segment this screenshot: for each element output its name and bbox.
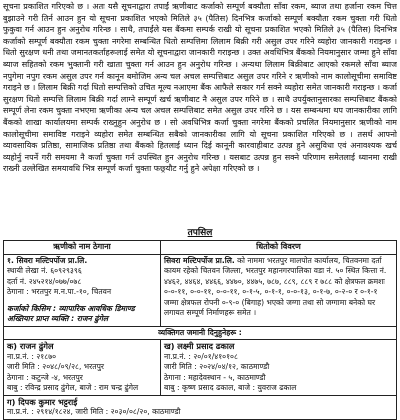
guarantor-k-family: बाबु : रविन्द्र प्रसाद ढुंगेल, बाजे : राम चन्द्र ढुंगेल [7, 383, 139, 392]
notice-paragraph: सूचना प्रकाशित गरिएको छ । अतः यसै सूचनाद्वारा तपाईं ऋणीबाट कर्जाको सम्पूर्ण बक्यौता साँवा रकम, ब्याज तथा हर्जाना रकम चित्त बुझाउने गरी तिर्न आउन हुन यो सूचना प्रकाशित भएको मितिले ३५ (पैतिस) दिनभित्र कर्जाको सम्पूर्ण बक्यौता रकम चुक्ता गरी धितो फुकुवा गर्न आउन हुन अनुरोध गरिन्छ । साथै, तपाईंले यस बैंकमा सम्पर्क राखी यो सूचना प्रकाशित भएको मितिले ३५ (पैतिस) दिनभित्र कर्जाको सम्पूर्ण बक्यौता रकम चुक्ता नगरेमा सम्बन्धित धितो सम्पत्तिमा लिलाम बिक्री गरी असुल उपर गरिने व्यहोरा जानकारी गराइन्छ । धितो सुरक्षण धनी तथा जमानतकर्ताहरूलाई समेत यो सूचनाद्वारा जानकारी गराइन्छ । उक्त अवधिभित्र बैंकको नियमानुसार जम्मा हुने साँवा ब्याज सहितको रकम भुक्तानी गरी खाता चुक्ता गर्न आउन हुन अनुरोध गरिन्छ । अन्यथा लिलाम बिक्रीबाट आएको रकमले साँवा ब्याज नपुगेमा नपुग रकम असुल उपर गर्न कानून बमोजिम अन्य चल अचल सम्पत्तिबाट असुल उपर गरिने र ऋणीको नाम कालोसूचीमा समाविष्ट गराइने छ । लिलाम बिक्री गर्दा धितो सम्पत्तिको उचित मूल्य नआएमा बैंक आफैले सकार गर्न सक्ने व्यहोरा समेत जानकारी गराइन्छ । कर्जा सुरक्षण धितो सम्पत्ति लिलाम बिक्री गर्दा लाग्ने सम्पूर्ण खर्च ऋणीबाट नै असुल उपर गरिने छ । साथै उपर्युक्तानुसारका सम्पत्तिबाट बैंकको सम्पूर्ण लेना रकम चुक्ता नभएमा ऋणीका अन्य चल अचल सम्पत्तिबाट समेत असुल उपर गरिने छ । यस सम्बन्धमा थप जानकारीका लागि बैंकको शाखा कार्यालयमा सम्पर्क राख्नुहुन अनुरोध छ । सो अवधिभित्र कर्जा चुक्ता नगरेमा बैंकको प्रचलित नियमानुसार ऋणीको नाम कालोसूचीमा समाविष्ट गराइने व्यहोरा समेत सम्बन्धित सबैको जानकारीका लागि यो सूचना प्रकाशित गरिएको छ । तसर्थ आफ्नो व्यावसायिक प्रतिष्ठा, सामाजिक प्रतिष्ठा तथा बैंकको हितलाई ध्यान दिई कानूनी कारवाहीबाट उत्पन्न हुने असुविधा एवं अनावश्यक खर्च व्यहोर्नु नपर्ने गरी समयमा नै कर्जा चुक्ता गर्न उपस्थित हुन अनुरोध गरिन्छ । यसबाट उत्पन्न हुन सक्ने परिणाम समेतलाई ध्यानमा राखी राख्नी उल्लेखित समयावधि भित्र सम्पूर्ण कर्जा चुक्ता फछ्र्यौट गर्नु हुने अपेक्षा गरिएको छ । [3, 2, 397, 174]
guarantor-g-citizenship: ना.प्र.नं. : २९१४/१८२४, जारी मिति : २०३०/०८/२०, काठमाण्डौ [7, 407, 181, 416]
loan-type: कर्जाको किसिम : व्यापारिक आवधिक डिमाण्ड [7, 303, 135, 313]
guarantor-k-issue: जारी मिति : २०४८/०९/२८, भरतपुर [7, 362, 105, 371]
borrower-address: ठेगाना : भरतपुर म.न.पा.-१०, चितवन [7, 287, 112, 296]
table-row [4, 254, 397, 326]
guarantor-g-name: ग) दिपक कुमार भट्टराई [7, 396, 78, 407]
guarantor-kh-citizenship: ना.प्र.नं. : २०/०१/४१०१०८ [164, 351, 238, 361]
guarantor-kh-address: ठेगाना : महादेवस्थान - ५, काठमाण्डौ [164, 372, 266, 382]
borrower-cell [4, 254, 161, 326]
guarantor-heading-row [4, 326, 397, 340]
table-row [4, 340, 397, 396]
guarantor-k-address: ठेगाना : कटुन्जे -४, भरतपुर [7, 372, 83, 382]
authorized-person: अख्तियार प्राप्त व्यक्ति : राजन ढुंगेल [7, 314, 109, 323]
table-header-row [4, 241, 397, 255]
guarantor-k-citizenship: ना.प्र.नं. : २१८७० [7, 351, 57, 361]
guarantor-k-cell [4, 340, 161, 396]
borrower-reg: दर्ता नं. २४५२१४/०७७/०७८ [7, 276, 82, 286]
borrower-name: १. सिवरा मल्टिपर्पोज प्रा.लि. [7, 255, 88, 265]
details-table [3, 240, 397, 420]
notice-body [3, 1, 397, 223]
guarantor-g-cell [4, 395, 397, 419]
guarantor-kh-cell [161, 340, 397, 396]
guarantor-kh-issue: जारी मिति : २०२४/०४/१२, काठमाण्डौ [164, 362, 270, 371]
header-collateral: धितोको विवरण [161, 241, 397, 255]
collateral-owner: सिवरा मल्टिपर्पोज प्रा.लि. [164, 255, 235, 265]
guarantor-heading: व्यक्तिगत जमानी दिनुहुनेहरू : [4, 326, 397, 340]
guarantor-k-name: क) राजन ढुंगेल [7, 341, 54, 351]
collateral-cell [161, 254, 397, 326]
header-borrower: ऋणीको नाम ठेगाना [4, 241, 161, 255]
borrower-pan: स्थायी लेखा नं. ६०९२९३९६ [7, 266, 82, 275]
guarantor-kh-name: ख) लक्ष्मी प्रसाद ढकाल [164, 341, 235, 351]
table-row [4, 395, 397, 419]
section-title: तपसिल [187, 228, 213, 238]
collateral-text: को नाममा भरतपुर मालपोत कार्यालय, चितवनमा दर्ता कायम रहेको चितवन जिल्ला, भरतपुर महानगरपालिका वडा नं. ५० स्थित कित्ता नं. ४४६२, ४४६४, ४४६६, ४४७०, ४४७५, ७८७, ८८९, ८८९ र ७८८ को क्षेत्रफल क्रमशः ०-०-११, ०-०-११, ०-०-११, ०-१-५, ०-१-१, ०-०-१३, ०-१-७, ०-२-० र ०-१-१ जम्मा क्षेत्रफल रोपनी ०-९-० (बिगाह) भएको जग्गा तथा सो जग्गामा बनेको घर लगायत सम्पूर्ण निर्माणहरू समेत । [164, 255, 387, 317]
guarantor-kh-family: बाबु : कृष्ण प्रसाद ढकाल, बाजे : युवराज ढकाल [164, 383, 297, 392]
